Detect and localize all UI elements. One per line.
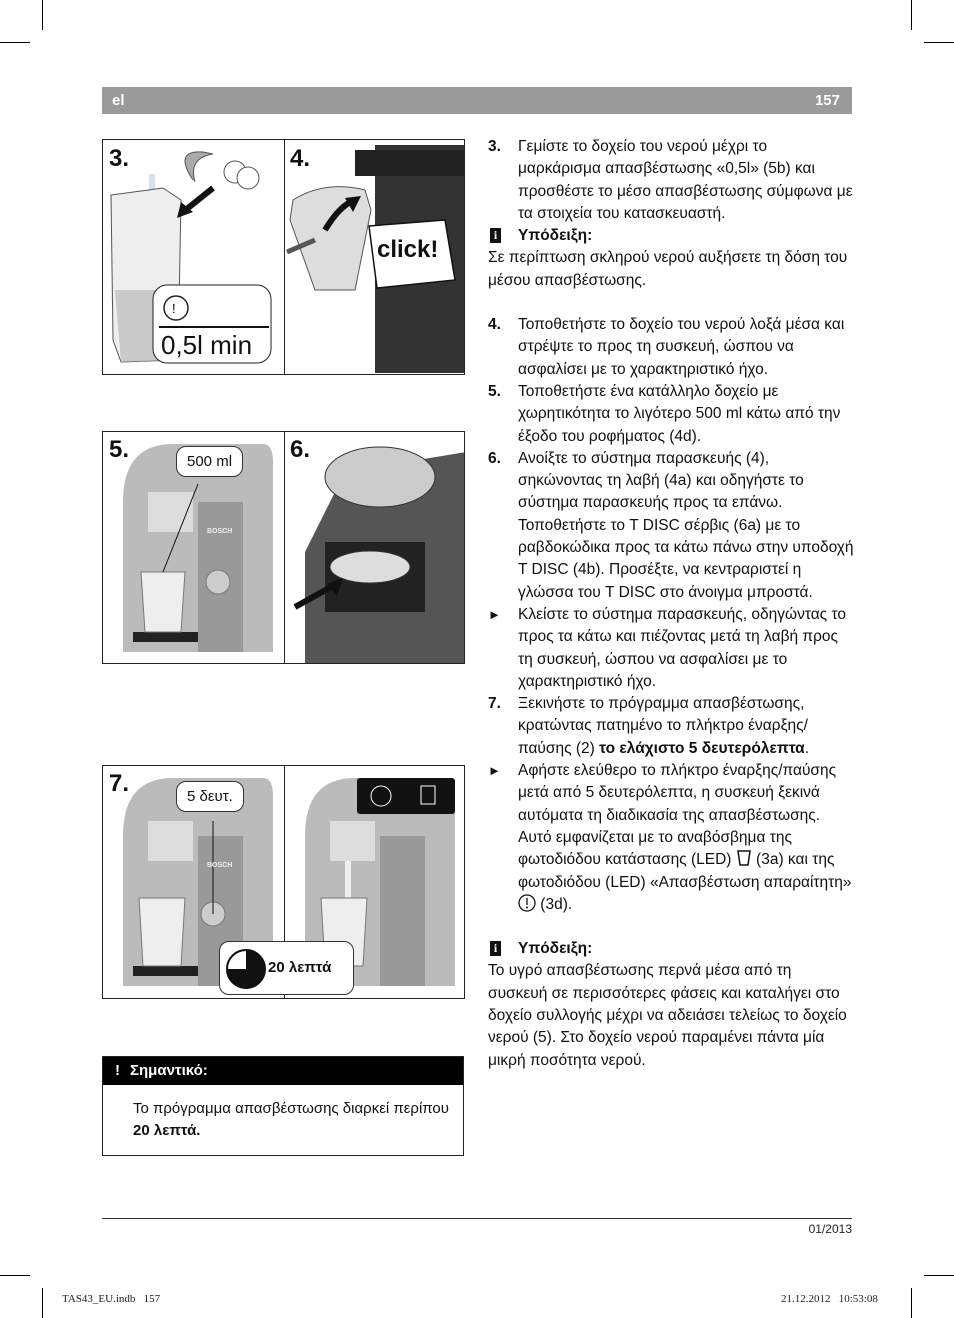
step-3-instruction: 3. Γεμίστε το δοχείο του νερού μέχρι το μαρκάρισμα απασβέστωσης «0,5l» (5b) και προσθέστε το μέσο απασβέστωσης σύμφωνα με τα στοιχεία του κατασκευαστή. bbox=[488, 138, 853, 222]
step-6-label: 6. bbox=[290, 436, 311, 463]
crop-mark bbox=[0, 42, 30, 43]
bullet-close-brewing-unit: ► Κλείστε το σύστημα παρασκευής, οδηγώντας το προς τα κάτω και πιέζοντας μετά τη λαβή προς τη συσκευή, ώσπου να ασφαλίσει με το χαρακτηριστικό ήχο. bbox=[488, 605, 846, 690]
step-7-label: 7. bbox=[109, 770, 130, 797]
crop-mark bbox=[924, 1275, 954, 1276]
step-5-label: 5. bbox=[109, 436, 130, 463]
info-icon: i bbox=[490, 228, 501, 243]
illustration-steps-3-4 bbox=[102, 139, 465, 375]
step-6-instruction: 6. Ανοίξτε το σύστημα παρασκευής (4), σηκώνοντας τη λαβή (4a) και οδηγήστε το σύστημα παρασκευής προς τα επάνω. Τοποθετήστε το T DISC σέρβις (6a) με το ραβδοκώδικα προς τα κάτω πάνω στην υποδοχή T DISC (4b). Προσέξτε, να κεντραριστεί η γλώσσα του T DISC στο άνοιγμα μπροστά. bbox=[488, 449, 854, 601]
brand-logo: BOSCH bbox=[207, 528, 233, 535]
step-5-instruction: 5. Τοποθετήστε ένα κατάλληλο δοχείο με χωρητικότητα το λιγότερο 500 ml κάτω από την έξοδο του ροφήματος (4d). bbox=[488, 382, 841, 445]
timer-label: 20 λεπτά bbox=[268, 959, 332, 976]
print-timestamp: 21.12.2012 10:53:08 bbox=[781, 1293, 878, 1305]
note-1-header: i Υπόδειξη: bbox=[488, 225, 854, 247]
bullet-release-button: ► Αφήστε ελεύθερο το πλήκτρο έναρξης/παύσης μετά από 5 δευτερόλεπτα, η συσκευή ξεκινά αυτόματα τη διαδικασία της απασβέστωσης. Αυτό εμφανίζεται με το αναβόσβημα της φωτοδιόδου κατάστασης (LED) (3a) και της φωτοδιόδου (LED) «Απασβέστωση απαραίτητη» (3d). bbox=[488, 762, 852, 913]
timer-callout bbox=[219, 941, 354, 995]
note-1-text: Σε περίπτωση σκληρού νερού αυξήσετε τη δόση του μέσου απασβέστωσης. bbox=[488, 249, 848, 289]
header-bar bbox=[102, 87, 852, 114]
crop-mark bbox=[0, 1275, 30, 1276]
min-marking-label: 0,5l min bbox=[161, 330, 253, 360]
page-number: 157 bbox=[814, 92, 840, 109]
footer-rule bbox=[102, 1218, 852, 1219]
important-box bbox=[102, 1056, 464, 1156]
volume-callout: 500 ml bbox=[176, 446, 243, 477]
print-file-info: TAS43_EU.indb 157 bbox=[62, 1293, 161, 1305]
click-label: click! bbox=[377, 236, 439, 263]
step-7-instruction: 7. Ξεκινήστε το πρόγραμμα απασβέστωσης, κρατώντας πατημένο το πλήκτρο έναρξης/παύσης (2) το ελάχιστο 5 δευτερόλεπτα. bbox=[488, 695, 810, 757]
language-code: el bbox=[112, 92, 125, 109]
step-3-label: 3. bbox=[109, 145, 130, 172]
crop-mark bbox=[911, 0, 912, 30]
important-text: Το πρόγραμμα απασβέστωσης διαρκεί περίπου 20 λεπτά. bbox=[133, 1100, 449, 1139]
svg-text:!: ! bbox=[172, 301, 176, 316]
crop-mark bbox=[42, 1288, 43, 1318]
crop-mark bbox=[911, 1288, 912, 1318]
edition-date: 01/2013 bbox=[808, 1222, 852, 1236]
warning-icon: ! bbox=[115, 1062, 120, 1079]
important-header bbox=[103, 1057, 463, 1085]
brewing-unit-open-illustration bbox=[285, 432, 465, 663]
descaling-led-icon bbox=[518, 894, 536, 912]
note-2-text: Το υγρό απασβέστωσης περνά μέσα από τη συσκευή σε περισσότερες φάσεις και καταλήγει στο δοχείο συλλογής μέχρι να αδειάσει τελείως το δοχείο νερού (5). Στο δοχείο νερού παραμένει πάντα μία μικρή ποσότητα νερού. bbox=[488, 962, 847, 1069]
illustration-steps-5-6 bbox=[102, 431, 465, 664]
brand-logo: BOSCH bbox=[207, 862, 233, 869]
illustration-step-7 bbox=[102, 765, 465, 999]
duration-callout: 5 δευτ. bbox=[176, 781, 244, 812]
info-icon: i bbox=[490, 941, 501, 956]
note-2-header: i Υπόδειξη: bbox=[488, 938, 854, 960]
instructions-column bbox=[488, 136, 854, 1072]
important-title: Σημαντικό: bbox=[130, 1062, 208, 1079]
step-4-label: 4. bbox=[290, 145, 311, 172]
status-led-cup-icon bbox=[736, 849, 752, 867]
crop-mark bbox=[42, 0, 43, 30]
step-4-instruction: 4. Τοποθετήστε το δοχείο του νερού λοξά μέσα και στρέψτε το προς τη συσκευή, ώσπου να ασφαλίσει με το χαρακτηριστικό ήχο. bbox=[488, 316, 845, 378]
clock-icon bbox=[224, 947, 268, 991]
crop-mark bbox=[924, 42, 954, 43]
